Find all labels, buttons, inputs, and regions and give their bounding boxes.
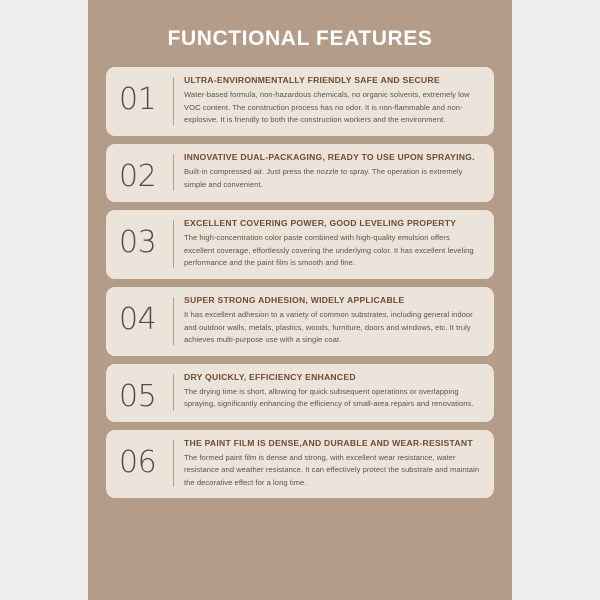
list-item <box>106 144 494 202</box>
feature-heading: THE PAINT FILM IS DENSE,AND DURABLE AND WEAR-RESISTANT <box>184 437 473 448</box>
feature-number: 05 <box>119 378 157 414</box>
right-margin <box>512 0 600 600</box>
vertical-divider <box>173 374 174 411</box>
vertical-divider <box>173 297 174 345</box>
feature-text: Water-based formula, non-hazardous chemicals, no organic solvents, extremely low VOC content. The construction process has no odor. It is non-flammable and non-explosive. It is friendly to both the construction workers and the environment. <box>184 90 470 125</box>
list-item <box>106 430 494 499</box>
list-item <box>106 287 494 356</box>
feature-body <box>184 295 484 347</box>
feature-text: Built-in compressed air. Just press the nozzle to spray. The operation is extremely simple and convenient. <box>184 167 463 189</box>
feature-number: 02 <box>119 158 157 194</box>
feature-heading: INNOVATIVE DUAL-PACKAGING, READY TO USE UPON SPRAYING. <box>184 151 475 162</box>
feature-body <box>184 372 484 411</box>
vertical-divider <box>173 154 174 191</box>
feature-text: The high-concentration color paste combined with high-quality emulsion offers excellent coverage, effortlessly covering the underlying color. It has excellent leveling performance and the paint film is smooth and fine. <box>184 233 474 268</box>
feature-text: It has excellent adhesion to a variety of common substrates, including general indoor and outdoor walls, metals, plastics, woods, furniture, doors and windows, etc. It truly achieves multi-purpose use with a single coat. <box>184 310 473 345</box>
feature-body <box>184 438 484 490</box>
feature-number: 04 <box>119 301 157 337</box>
list-item <box>106 210 494 279</box>
feature-text: The formed paint film is dense and strong, with excellent wear resistance, water resistance and weather resistance. It can effectively protect the substrate and maintain the decorative effect for a long time. <box>184 452 480 487</box>
list-item <box>106 364 494 422</box>
vertical-divider <box>173 77 174 125</box>
vertical-divider <box>173 220 174 268</box>
feature-heading: EXCELLENT COVERING POWER, GOOD LEVELING PROPERTY <box>184 217 457 228</box>
left-margin <box>0 0 88 600</box>
feature-number: 06 <box>119 444 157 480</box>
feature-number: 01 <box>119 82 157 117</box>
feature-list <box>88 67 512 498</box>
feature-body <box>184 75 484 127</box>
page-title: FUNCTIONAL FEATURES <box>167 27 433 50</box>
poster <box>88 0 512 600</box>
list-item <box>106 67 494 136</box>
feature-heading: ULTRA-ENVIRONMENTALLY FRIENDLY SAFE AND SECURE <box>184 75 440 85</box>
feature-text: The drying time is short, allowing for quick subsequent operations or overlapping spraying, significantly enhancing the efficiency of small-area repairs and renovations. <box>184 386 474 409</box>
vertical-divider <box>173 440 174 488</box>
feature-body <box>184 152 484 191</box>
feature-number: 03 <box>119 224 157 260</box>
feature-heading: DRY QUICKLY, EFFICIENCY ENHANCED <box>184 371 356 382</box>
feature-heading: SUPER STRONG ADHESION, WIDELY APPLICABLE <box>184 294 405 305</box>
feature-body <box>184 218 484 270</box>
